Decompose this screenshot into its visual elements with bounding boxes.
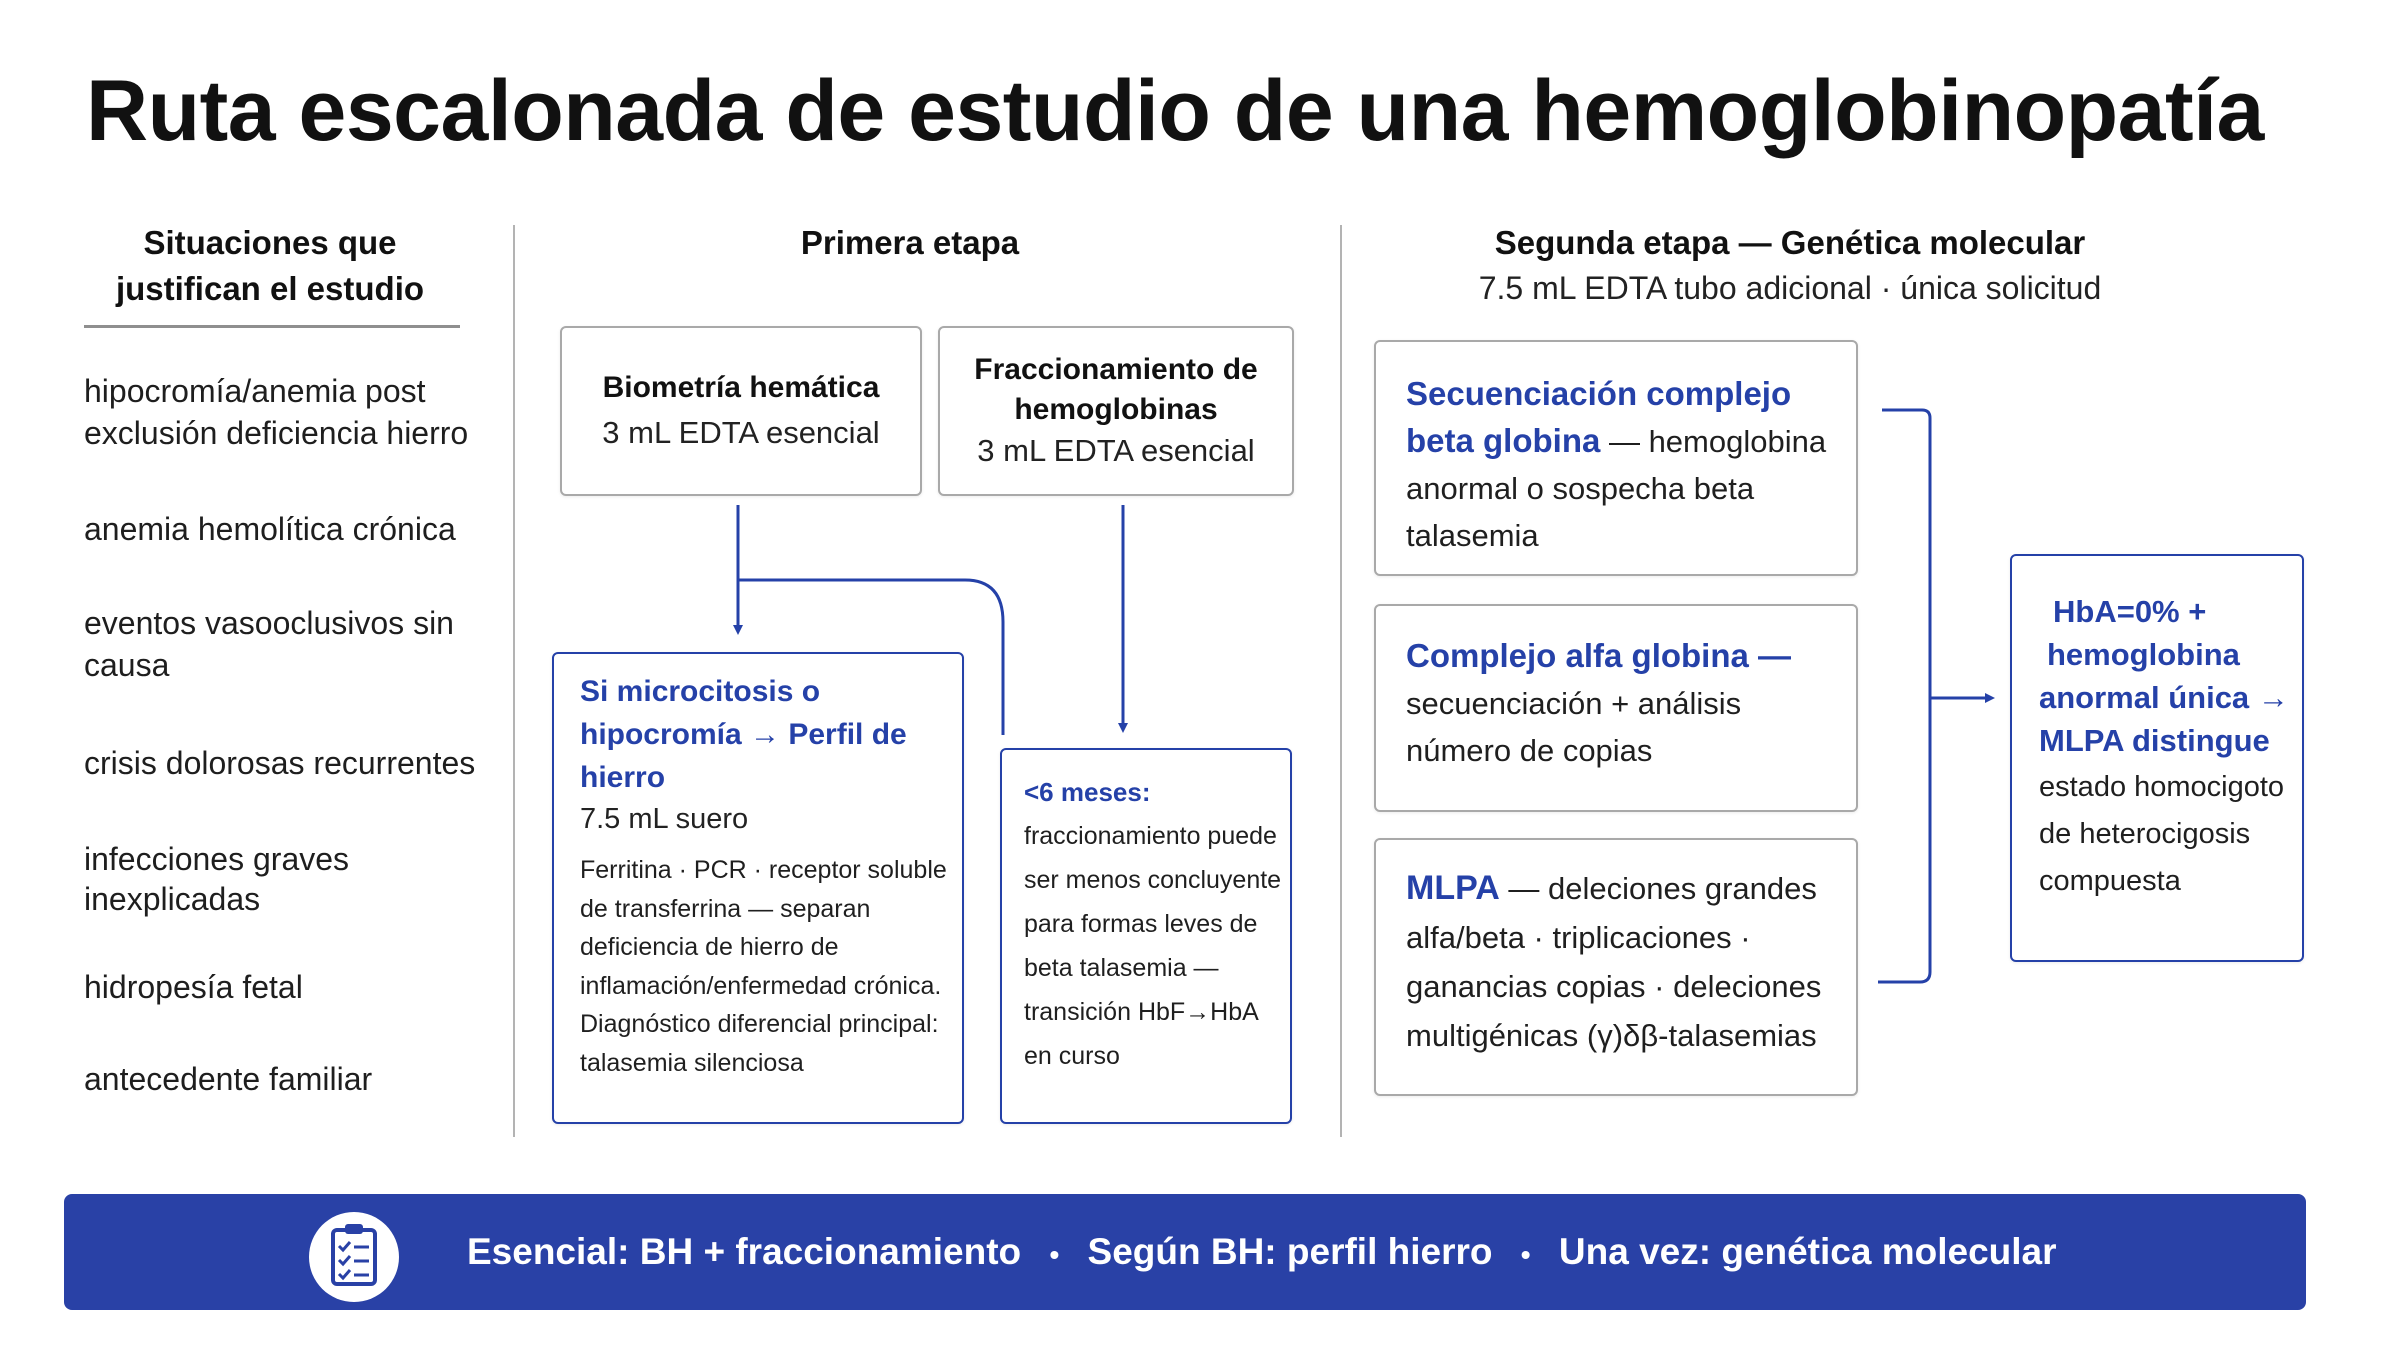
biometria-box: Biometría hemática 3 mL EDTA esencial	[560, 326, 922, 496]
col3-heading: Segunda etapa — Genética molecular	[1494, 224, 2086, 261]
beta-globina-box: Secuenciación complejo beta globina — hemoglobina anormal o sospecha beta talasemia	[1374, 340, 1858, 576]
mlpa-box: MLPA — deleciones grandes alfa/beta · triplicaciones · ganancias copias · deleciones multigénicas (γ)δβ-talasemias	[1374, 838, 1858, 1096]
alfa-globina-box: Complejo alfa globina — secuenciación + análisis número de copias	[1374, 604, 1858, 812]
col2-heading: Primera etapa	[800, 224, 1020, 261]
col3-subheading: 7.5 mL EDTA tubo adicional · única solicitud	[1478, 270, 2102, 306]
menos-6-meses-box: <6 meses: fraccionamiento puede ser menos concluyente para formas leves de beta talasemia — transición HbF→HbA en curso	[1000, 748, 1292, 1124]
resultado-mlpa-box: HbA=0% + hemoglobina anormal única → MLPA distingue estado homocigoto de heterocigosis compuesta	[2010, 554, 2304, 962]
situation-item: eventos vasooclusivos sin causa	[84, 605, 454, 683]
situation-item: anemia hemolítica crónica	[84, 511, 456, 547]
situation-item: hipocromía/anemia post exclusión deficiencia hierro	[84, 373, 469, 451]
bracket-stage2	[1878, 410, 1930, 982]
col1-heading: Situaciones que justifican el estudio	[115, 224, 425, 307]
perfil-hierro-box: Si microcitosis o hipocromía → Perfil de hierro 7.5 mL suero Ferritina · PCR · receptor soluble de transferrina — separan deficiencia de hierro de inflamación/enfermedad crónica. Diagnóstico diferencial principal: talasemia silenciosa	[552, 652, 964, 1124]
summary-text: Esencial: BH + fraccionamiento • Según BH: perfil hierro • Una vez: genética molecular	[467, 1231, 2057, 1272]
page-title: Ruta escalonada de estudio de una hemoglobinopatía	[86, 63, 2264, 159]
fraccionamiento-box: Fraccionamiento de hemoglobinas 3 mL EDTA esencial	[938, 326, 1294, 496]
connector-bh-branch	[738, 580, 1003, 735]
summary-banner	[64, 1194, 2306, 1310]
situation-item: antecedente familiar	[84, 1061, 373, 1097]
situation-item: crisis dolorosas recurrentes	[84, 745, 476, 781]
situation-item: hidropesía fetal	[84, 969, 303, 1005]
clipboard-checklist-icon	[309, 1212, 399, 1302]
situation-item: infecciones graves inexplicadas	[84, 841, 350, 917]
